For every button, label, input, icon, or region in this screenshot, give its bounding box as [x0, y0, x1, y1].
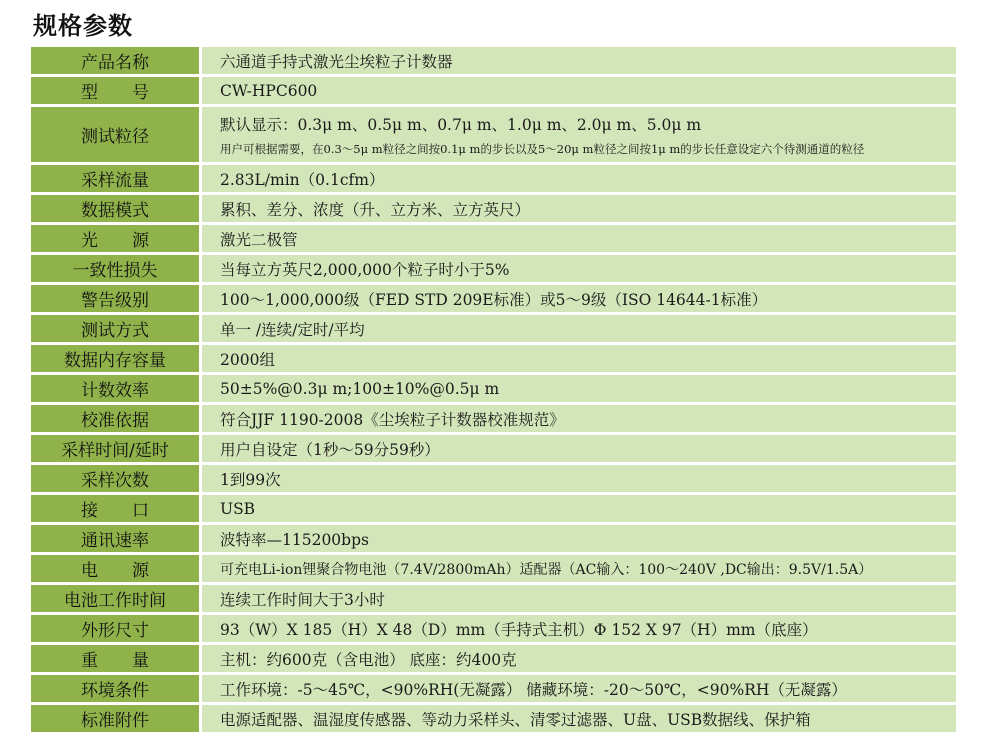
spec-label: 计数效率	[31, 375, 199, 402]
spec-value: 当每立方英尺2,000,000个粒子时小于5%	[202, 255, 956, 282]
spec-row-product-name	[31, 47, 956, 74]
spec-value: 单一 /连续/定时/平均	[202, 315, 956, 342]
spec-value: 电源适配器、温湿度传感器、等动力采样头、清零过滤器、U盘、USB数据线、保护箱	[202, 705, 956, 732]
spec-row-model	[31, 77, 956, 104]
spec-value	[202, 107, 956, 162]
spec-value: 可充电Li-ion锂聚合物电池（7.4V/2800mAh）适配器（AC输入：100～240V ,DC输出：9.5V/1.5A）	[202, 555, 956, 582]
spec-value: 连续工作时间大于3小时	[202, 585, 956, 612]
spec-label: 测试方式	[31, 315, 199, 342]
spec-row-particle-size	[31, 107, 956, 162]
spec-row-alarm-level	[31, 285, 956, 312]
spec-value: 100～1,000,000级（FED STD 209E标准）或5～9级（ISO 14644-1标准）	[202, 285, 956, 312]
spec-row-memory	[31, 345, 956, 372]
spec-label: 一致性损失	[31, 255, 199, 282]
spec-label: 采样时间/延时	[31, 435, 199, 462]
spec-value: 累积、差分、浓度（升、立方米、立方英尺）	[202, 195, 956, 222]
spec-row-flow-rate	[31, 165, 956, 192]
spec-label: 测试粒径	[31, 107, 199, 162]
spec-row-light-source	[31, 225, 956, 252]
spec-row-data-mode	[31, 195, 956, 222]
spec-value: 1到99次	[202, 465, 956, 492]
spec-label: 通讯速率	[31, 525, 199, 552]
spec-row-power	[31, 555, 956, 582]
spec-value-note: 用户可根据需要，在0.3～5μ m粒径之间按0.1μ m的步长以及5～20μ m粒径之间按1μ m的步长任意设定六个待测通道的粒径	[220, 141, 865, 156]
spec-row-accessories	[31, 705, 956, 732]
spec-label: 采样次数	[31, 465, 199, 492]
spec-row-test-mode	[31, 315, 956, 342]
spec-label: 重 量	[31, 645, 199, 672]
spec-value: CW-HPC600	[202, 77, 956, 104]
spec-value: 2000组	[202, 345, 956, 372]
spec-table	[31, 47, 956, 735]
spec-label: 产品名称	[31, 47, 199, 74]
spec-row-environment	[31, 675, 956, 702]
spec-label: 警告级别	[31, 285, 199, 312]
spec-row-weight	[31, 645, 956, 672]
spec-label: 采样流量	[31, 165, 199, 192]
spec-row-coincidence-loss	[31, 255, 956, 282]
spec-label: 电池工作时间	[31, 585, 199, 612]
spec-value: 2.83L/min（0.1cfm）	[202, 165, 956, 192]
spec-label: 外形尺寸	[31, 615, 199, 642]
spec-value: 93（W）X 185（H）X 48（D）mm（手持式主机）Φ 152 X 97（H）mm（底座）	[202, 615, 956, 642]
spec-label: 光 源	[31, 225, 199, 252]
spec-value: 激光二极管	[202, 225, 956, 252]
spec-label: 环境条件	[31, 675, 199, 702]
spec-label: 接 口	[31, 495, 199, 522]
spec-value: 工作环境：-5～45℃，<90%RH(无凝露） 储藏环境：-20～50℃，<90%RH（无凝露）	[202, 675, 956, 702]
spec-label: 数据内存容量	[31, 345, 199, 372]
spec-value: 六通道手持式激光尘埃粒子计数器	[202, 47, 956, 74]
spec-label: 电 源	[31, 555, 199, 582]
spec-row-sampling-time	[31, 435, 956, 462]
spec-row-battery-life	[31, 585, 956, 612]
spec-value: 用户自设定（1秒～59分59秒）	[202, 435, 956, 462]
spec-row-interface	[31, 495, 956, 522]
spec-label: 标准附件	[31, 705, 199, 732]
spec-row-dimensions	[31, 615, 956, 642]
spec-value: 主机：约600克（含电池） 底座：约400克	[202, 645, 956, 672]
spec-value-main: 默认显示：0.3μ m、0.5μ m、0.7μ m、1.0μ m、2.0μ m、5.0μ m	[220, 115, 702, 134]
spec-value: USB	[202, 495, 956, 522]
page-title: 规格参数	[33, 12, 133, 40]
spec-value: 50±5%@0.3μ m;100±10%@0.5μ m	[202, 375, 956, 402]
spec-value: 波特率—115200bps	[202, 525, 956, 552]
spec-label: 校准依据	[31, 405, 199, 432]
spec-row-counting-efficiency	[31, 375, 956, 402]
spec-label: 数据模式	[31, 195, 199, 222]
spec-label: 型 号	[31, 77, 199, 104]
spec-row-baud-rate	[31, 525, 956, 552]
spec-row-sampling-count	[31, 465, 956, 492]
spec-value: 符合JJF 1190-2008《尘埃粒子计数器校准规范》	[202, 405, 956, 432]
spec-row-calibration	[31, 405, 956, 432]
